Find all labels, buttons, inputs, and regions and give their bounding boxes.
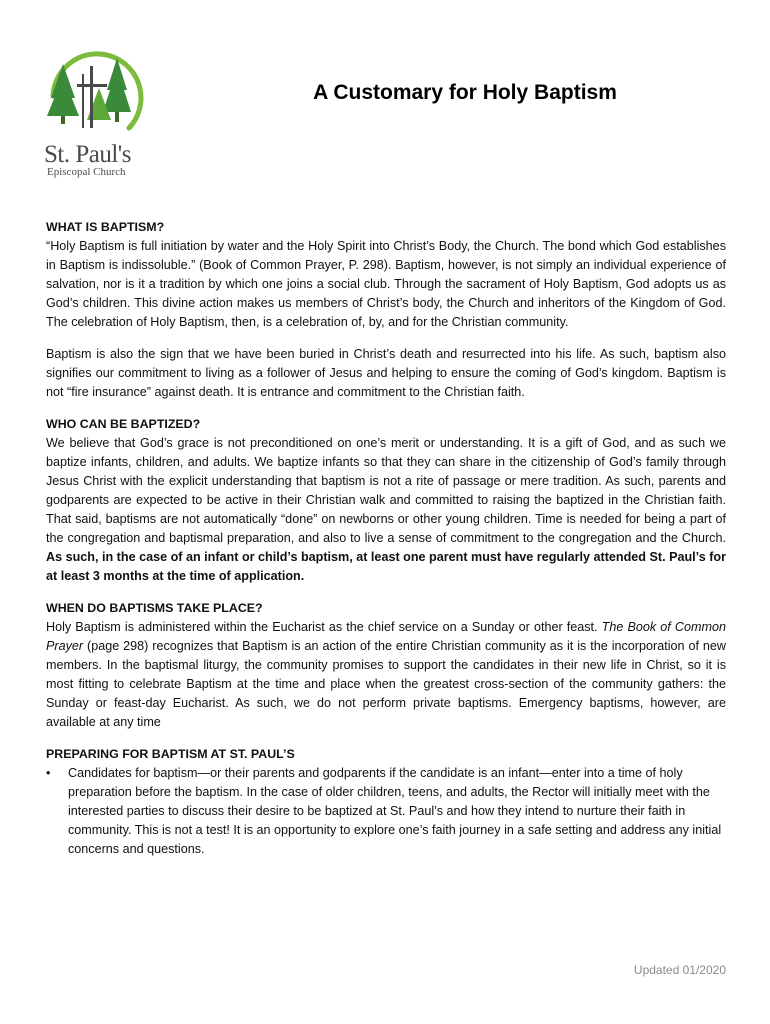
- preparing-list: [46, 764, 726, 859]
- heading-preparing: PREPARING FOR BAPTISM AT ST. PAUL’S: [46, 747, 295, 761]
- document-body: [46, 218, 726, 859]
- when-book-title: The Book of Common Prayer: [46, 620, 726, 653]
- who-text: We believe that God’s grace is not preconditioned on one’s merit or understanding. It is a gift of God, and as such we baptize infants, children, and adults. We baptize infants so that they can share in the citizenship of God’s family through Jesus Christ with the explicit understanding that baptism is not a rite of passage or mere tradition. As such, parents and godparents are expected to be active in their Christian walk and committed to raising the baptized in the Christian faith. That said, baptisms are not automatically “done” on newborns or other young children. Time is needed for being a part of the congregation and baptismal preparation, and also to live a sense of commitment to the congregation and the Church.: [46, 436, 726, 545]
- logo-subtitle: Episcopal Church: [47, 166, 126, 178]
- what-paragraph-1: “Holy Baptism is full initiation by water and the Holy Spirit into Christ’s Body, the Church. The bond which God establishes in Baptism is indissoluble.” (Book of Common Prayer, P. 298). Baptism, however, is not simply an individual experience of salvation, nor is it a tradition by which one joins a social club. Through the sacrament of Holy Baptism, God adopts us as God’s children. This divine action makes us members of Christ’s body, the Church and inheritors of the Kingdom of God. The celebration of Holy Baptism, then, is a celebration of, by, and for the Christian community.: [46, 239, 726, 329]
- who-paragraph: [46, 434, 726, 586]
- when-text-before: Holy Baptism is administered within the Eucharist as the chief service on a Sunday or other feast.: [46, 620, 602, 634]
- heading-what-is-baptism: WHAT IS BAPTISM?: [46, 220, 165, 234]
- church-logo: [33, 46, 155, 176]
- who-bold-requirement: As such, in the case of an infant or child’s baptism, at least one parent must have regularly attended St. Paul’s for at least 3 months at the time of application.: [46, 550, 726, 583]
- bullet-icon: •: [46, 766, 51, 780]
- what-paragraph-2: Baptism is also the sign that we have been buried in Christ’s death and resurrected into his life. As such, baptism also signifies our commitment to living as a follower of Jesus and helping to ensure the coming of God’s kingdom. Baptism is not “fire insurance” against death. It is entrance and commitment to the Christian faith.: [46, 347, 726, 399]
- bullet-text: Candidates for baptism—or their parents and godparents if the candidate is an infant—enter into a time of holy preparation before the baptism. In the case of older children, teens, and adults, the Rector will initially meet with the interested parties to discuss their desire to be baptized at St. Paul’s and how they intend to nurture their faith in community. This is not a test! It is an opportunity to explore one’s faith journey in a safe setting and address any initial concerns and questions.: [68, 766, 722, 856]
- logo-church-name: St. Paul's: [44, 141, 132, 168]
- updated-date: Updated 01/2020: [633, 963, 726, 977]
- when-paragraph: [46, 618, 726, 732]
- when-text-after: (page 298) recognizes that Baptism is an action of the entire Christian community as it is the incorporation of new members. In the baptismal liturgy, the community promises to support the candidates in their new life in Christ, so it is most fitting to celebrate Baptism at the time and place when the greatest cross-section of the community gathers: the Sunday or feast-day Eucharist. As such, we do not perform private baptisms. Emergency baptisms, however, are available at any time: [46, 639, 726, 729]
- heading-when-baptisms: WHEN DO BAPTISMS TAKE PLACE?: [46, 601, 263, 615]
- heading-who-can-be-baptized: WHO CAN BE BAPTIZED?: [46, 417, 201, 431]
- list-item: [46, 764, 726, 859]
- tree-cross-icon: [33, 46, 155, 146]
- page-title: A Customary for Holy Baptism: [313, 81, 617, 104]
